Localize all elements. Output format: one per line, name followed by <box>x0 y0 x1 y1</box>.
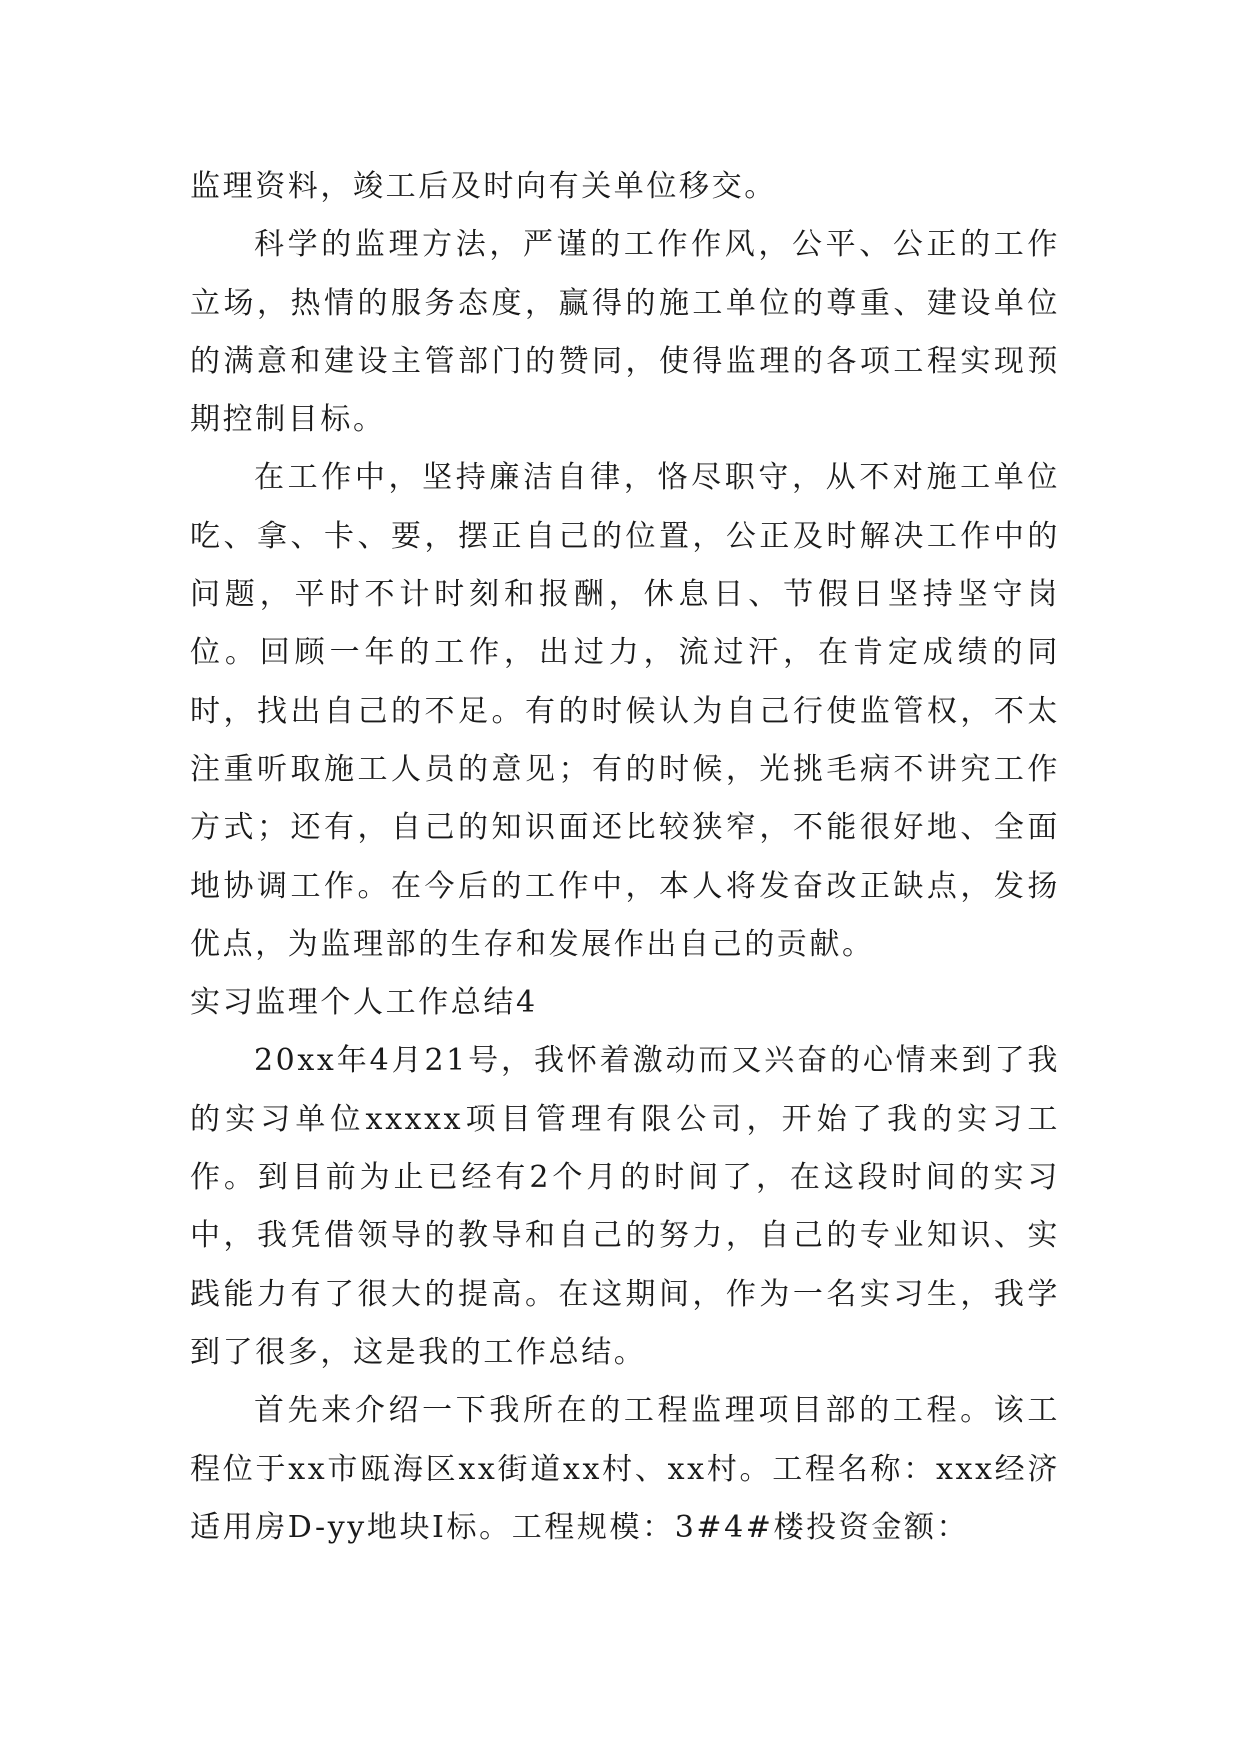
document-body <box>190 158 1060 1557</box>
paragraph-3: 在工作中，坚持廉洁自律，恪尽职守，从不对施工单位吃、拿、卡、要，摆正自己的位置，公正及时解决工作中的问题，平时不计时刻和报酬，休息日、节假日坚持坚守岗位。回顾一年的工作，出过力，流过汗，在肯定成绩的同时，找出自己的不足。有的时候认为自己行使监管权，不太注重听取施工人员的意见；有的时候，光挑毛病不讲究工作方式；还有，自己的知识面还比较狭窄，不能很好地、全面地协调工作。在今后的工作中，本人将发奋改正缺点，发扬优点，为监理部的生存和发展作出自己的贡献。 <box>190 460 1060 962</box>
paragraph-4: 20xx年4月21号，我怀着激动而又兴奋的心情来到了我的实习单位xxxxx项目管理有限公司，开始了我的实习工作。到目前为止已经有2个月的时间了，在这段时间的实习中，我凭借领导的教导和自己的努力，自己的专业知识、实践能力有了很大的提高。在这期间，作为一名实习生，我学到了很多，这是我的工作总结。 <box>190 1043 1060 1370</box>
paragraph-1: 监理资料，竣工后及时向有关单位移交。 <box>190 169 777 204</box>
section-heading: 实习监理个人工作总结4 <box>190 985 538 1021</box>
paragraph-5: 首先来介绍一下我所在的工程监理项目部的工程。该工程位于xx市瓯海区xx街道xx村、xx村。工程名称：xxx经济适用房D-yy地块I标。工程规模：3#4#楼投资金额： <box>190 1393 1060 1545</box>
paragraph-2: 科学的监理方法，严谨的工作作风，公平、公正的工作立场，热情的服务态度，赢得的施工单位的尊重、建设单位的满意和建设主管部门的赞同，使得监理的各项工程实现预期控制目标。 <box>190 227 1060 438</box>
